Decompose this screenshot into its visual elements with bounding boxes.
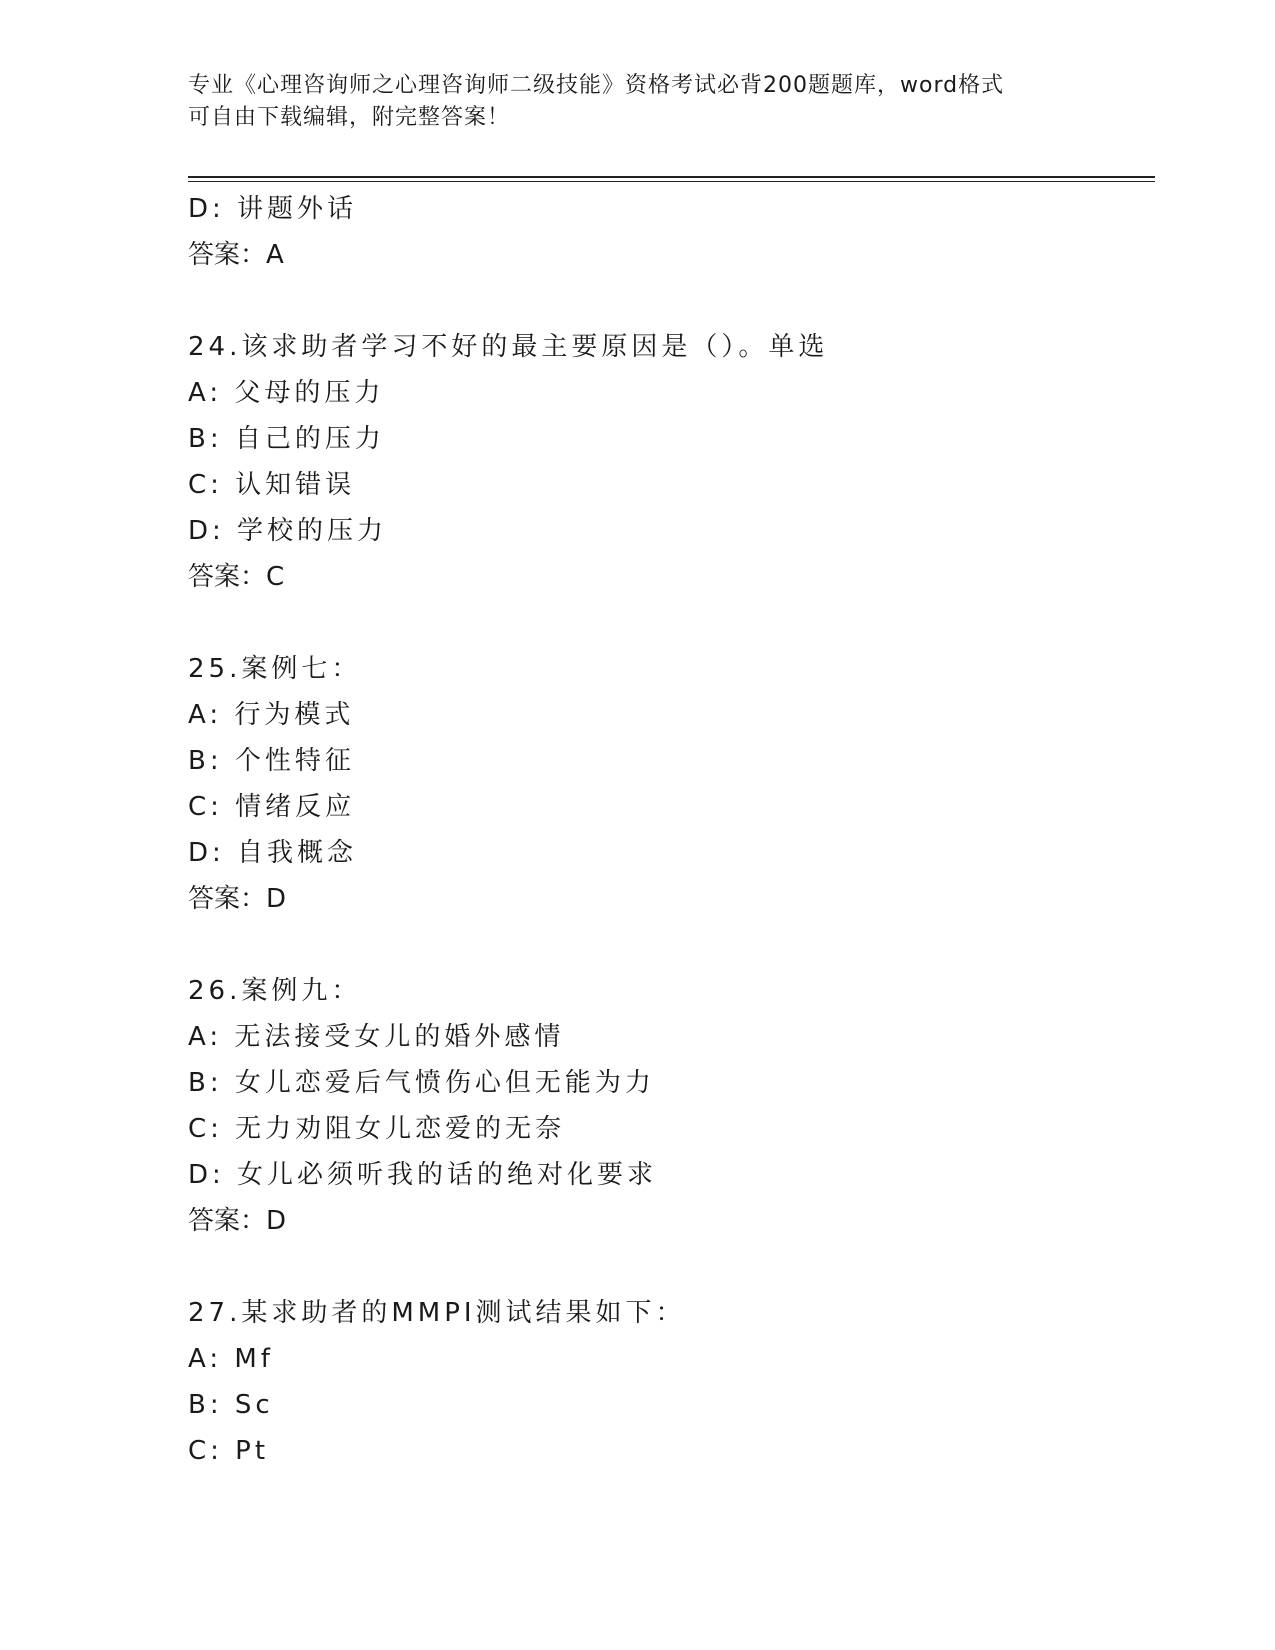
option-d: D: 自我概念 bbox=[188, 838, 358, 868]
option-a: A: Mf bbox=[188, 1344, 274, 1374]
question-stem: 24.该求助者学习不好的最主要原因是（）。单选 bbox=[188, 332, 829, 362]
header-line-2: 可自由下载编辑，附完整答案！ bbox=[188, 105, 511, 130]
spacer bbox=[188, 278, 1148, 324]
document-header bbox=[188, 70, 1088, 134]
spacer bbox=[188, 1244, 1148, 1290]
spacer bbox=[188, 600, 1148, 646]
header-divider-thick bbox=[188, 176, 1155, 178]
question-list bbox=[188, 186, 1148, 1474]
question-24 bbox=[188, 324, 1148, 600]
question-stem: 27.某求助者的MMPI测试结果如下： bbox=[188, 1298, 686, 1328]
option-c: C: 认知错误 bbox=[188, 470, 356, 500]
answer-line: 答案：A bbox=[188, 240, 284, 270]
option-c: C: 无力劝阻女儿恋爱的无奈 bbox=[188, 1114, 566, 1144]
question-26 bbox=[188, 968, 1148, 1244]
question-27 bbox=[188, 1290, 1148, 1474]
option-a: A: 无法接受女儿的婚外感情 bbox=[188, 1022, 565, 1052]
answer-line: 答案：D bbox=[188, 1206, 287, 1236]
option-b: B: 女儿恋爱后气愤伤心但无能为力 bbox=[188, 1068, 655, 1098]
spacer bbox=[188, 922, 1148, 968]
question-25 bbox=[188, 646, 1148, 922]
option-d: D: 讲题外话 bbox=[188, 194, 358, 224]
option-c: C: 情绪反应 bbox=[188, 792, 356, 822]
option-b: B: 个性特征 bbox=[188, 746, 355, 776]
question-stem: 26.案例九： bbox=[188, 976, 362, 1006]
answer-line: 答案：D bbox=[188, 884, 287, 914]
option-b: B: Sc bbox=[188, 1390, 274, 1420]
header-line-1: 专业《心理咨询师之心理咨询师二级技能》资格考试必背200题题库，word格式 bbox=[188, 73, 1005, 98]
option-c: C: Pt bbox=[188, 1436, 270, 1466]
question-stem: 25.案例七： bbox=[188, 654, 362, 684]
header-divider-thin bbox=[188, 181, 1155, 182]
option-b: B: 自己的压力 bbox=[188, 424, 385, 454]
option-d: D: 学校的压力 bbox=[188, 516, 388, 546]
option-a: A: 父母的压力 bbox=[188, 378, 385, 408]
option-a: A: 行为模式 bbox=[188, 700, 355, 730]
answer-line: 答案：C bbox=[188, 562, 285, 592]
option-d: D: 女儿必须听我的话的绝对化要求 bbox=[188, 1160, 658, 1190]
